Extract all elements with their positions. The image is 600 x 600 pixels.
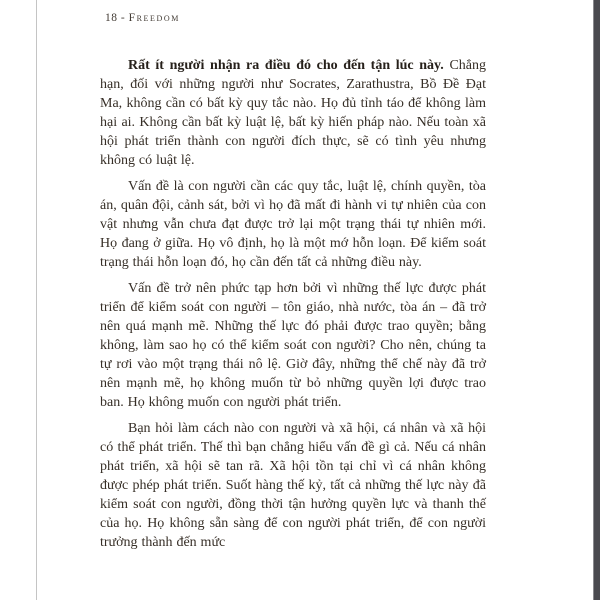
paragraph-text: Bạn hỏi làm cách nào con người và xã hội, cá nhân và xã hội có thể phát triển. Thế thì bạn chẳng hiểu vấn đề gì cả. Nếu cá nhân phát triển, xã hội sẽ tan rã. Xã hội tồn tại chỉ vì cá nhân không được phép phát triển. Suốt hàng thế kỷ, tất cả những thế lực này đã kiểm soát con người, đồng thời tận hưởng quyền lực và thanh thế của họ. Họ không sẵn sàng để con người phát triển, để con người trưởng thành đến mức bbox=[100, 421, 486, 550]
paragraph bbox=[100, 177, 486, 272]
paragraph-lead: Rất ít người nhận ra điều đó cho đến tận lúc này. bbox=[128, 58, 450, 73]
book-title: Freedom bbox=[128, 12, 180, 24]
text-block bbox=[100, 56, 486, 559]
paragraph-text: Vấn đề trở nên phức tạp hơn bởi vì những thế lực được phát triển để kiểm soát con người – tôn giáo, nhà nước, tòa án – đã trở nên quá mạnh mẽ. Những thế lực đó phải được trao quyền; bằng không, làm sao họ có thể kiểm soát con người? Cho nên, chúng ta tự rơi vào một trạng thái nô lệ. Giờ đây, những thể chế này đã trở nên mạnh mẽ, họ không muốn từ bỏ những quyền lợi được trao ban. Họ không muốn con người phát triển. bbox=[100, 281, 486, 410]
paragraph bbox=[100, 279, 486, 412]
running-header bbox=[105, 12, 180, 24]
paragraph bbox=[100, 419, 486, 552]
paragraph bbox=[100, 56, 486, 170]
page-number: 18 bbox=[105, 12, 118, 24]
header-separator: - bbox=[120, 12, 126, 24]
page-edge-bar bbox=[593, 0, 600, 600]
paragraph-text: Vấn đề là con người cần các quy tắc, luật lệ, chính quyền, tòa án, quân đội, cảnh sát, bởi vì họ đã mất đi hành vi tự nhiên của con vật nhưng vẫn chưa đạt được trở lại một trạng thái tự nhiên mới. Họ đang ở giữa. Họ vô định, họ là một mớ hỗn loạn. Để kiểm soát trạng thái hỗn loạn đó, họ cần đến tất cả những điều này. bbox=[100, 179, 486, 270]
page-margin-line bbox=[36, 0, 37, 600]
paragraph-text: Chẳng hạn, đối với những người như Socrates, Zarathustra, Bồ Đề Đạt Ma, không cần có bất kỳ quy tắc nào. Họ đủ tỉnh táo để không làm hại ai. Không cần bất kỳ luật lệ, bất kỳ hiến pháp nào. Nếu toàn xã hội phát triển thành con người đích thực, sẽ có tình yêu nhưng không có luật lệ. bbox=[100, 58, 486, 168]
